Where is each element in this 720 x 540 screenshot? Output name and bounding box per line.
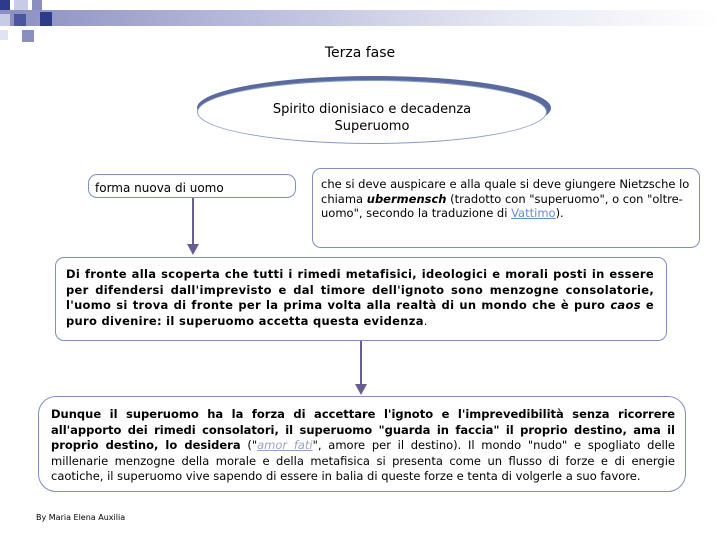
conclusion-text-2: ", amore per il destino). Il mondo "nudo" e spogliato delle millenarie menzogne della morale e della metafisica si presenta come un flusso di forze e di energie caotiche, il superuomo vive sapendo di essere in balia di queste forze e tenta di volgerle a suo favore. xyxy=(51,438,675,483)
header-gradient-band xyxy=(0,10,720,26)
explanation-text-1: che si deve auspicare e alla quale si deve giungere Nietzsche lo chiama xyxy=(321,177,690,206)
conclusion-text-1: (" xyxy=(240,438,258,452)
conclusion-bold-text: Dunque il superuomo ha la forza di accettare l'ignoto e l'imprevedibilità senza ricorrere all'apporto dei rimedi consolatori, il superuomo "guarda in faccia" il proprio destino, ama il proprio destino, lo desidera xyxy=(51,407,675,452)
decorative-square xyxy=(22,30,34,42)
vattimo-link[interactable]: Vattimo xyxy=(511,206,556,220)
decorative-square xyxy=(0,14,10,26)
conclusion-box xyxy=(38,396,686,492)
context-text-2: e puro divenire: il superuomo accetta questa evidenza xyxy=(66,298,654,328)
author-credit: By Maria Elena Auxilia xyxy=(36,513,126,522)
oval-line-1: Spirito dionisiaco e decadenza xyxy=(272,102,472,117)
ubermensch-term: ubermensch xyxy=(366,191,447,206)
decorative-square xyxy=(0,30,8,40)
caos-term: caos xyxy=(610,298,641,312)
decorative-square xyxy=(40,12,52,26)
decorative-square xyxy=(0,0,10,10)
decorative-square xyxy=(14,14,26,26)
decorative-square xyxy=(32,0,42,10)
oval-line-2: Superuomo xyxy=(334,119,410,134)
explanation-box xyxy=(312,168,700,248)
context-text-3: . xyxy=(423,313,428,328)
main-concept-oval xyxy=(197,80,547,144)
explanation-text-2: (tradotto con "superuomo", o con "oltre-uomo", secondo la traduzione di xyxy=(321,191,683,220)
context-box xyxy=(55,257,667,341)
arrow-down-icon xyxy=(352,341,370,397)
amor-fati-link[interactable]: amor fati xyxy=(257,438,313,452)
arrow-down-icon xyxy=(184,198,202,258)
decorative-square xyxy=(14,0,28,10)
explanation-text-3: ). xyxy=(555,206,564,220)
context-text-1: Di fronte alla scoperta che tutti i rimedi metafisici, ideologici e morali posti in essere per difendersi dall'imprevisto e dal timore dell'ignoto sono menzogne consolatorie, l'uomo si trova di fronte per la prima volta alla realtà di un mondo che è puro xyxy=(66,267,654,312)
definition-text: forma nuova di uomo xyxy=(95,181,224,195)
page-title: Terza fase xyxy=(324,45,396,61)
definition-box xyxy=(88,174,296,198)
